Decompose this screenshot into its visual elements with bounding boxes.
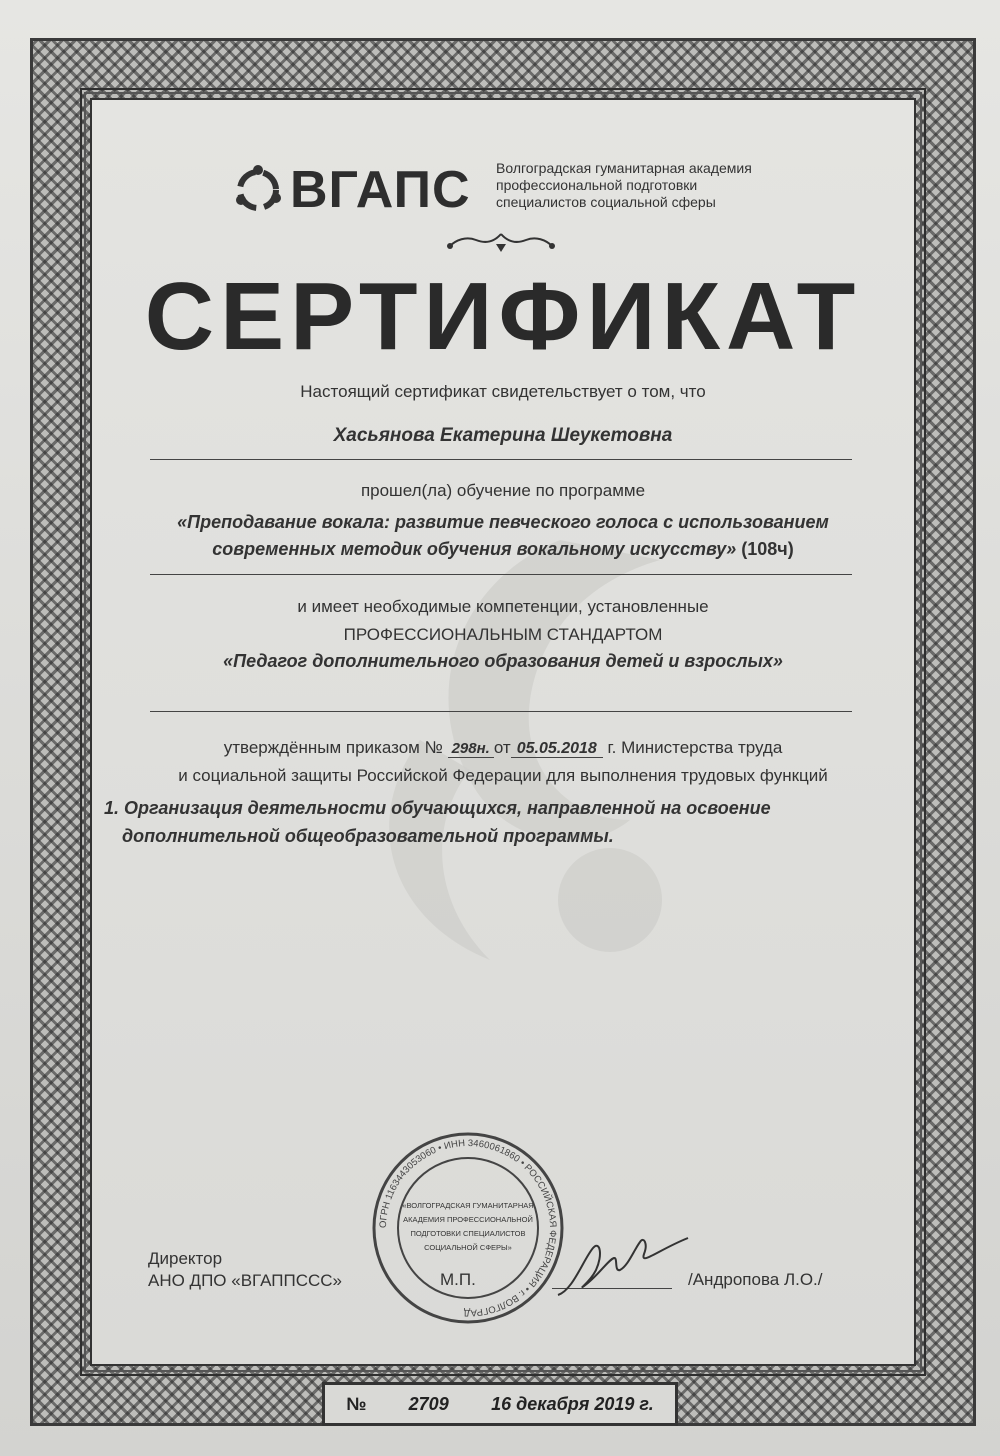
academy-name-line: профессиональной подготовки [496, 177, 698, 193]
certificate-number: 2709 [408, 1393, 449, 1414]
order-suffix: г. Министерства труда [607, 738, 783, 757]
program-hours: (108ч) [741, 539, 794, 559]
name-underline [150, 459, 852, 460]
order-date: 05.05.2018 [511, 740, 603, 758]
labor-function-line: дополнительной общеобразовательной программы. [122, 826, 614, 846]
competence-text: и имеет необходимые компетенции, установленные [297, 597, 709, 616]
number-sign: № [346, 1393, 367, 1414]
program-title-text: современных методик обучения вокальному искусству» [212, 539, 737, 559]
seal-inner-text: АКАДЕМИЯ ПРОФЕССИОНАЛЬНОЙ [403, 1215, 533, 1224]
seal-inner-text: «ВОЛГОГРАДСКАЯ ГУМАНИТАРНАЯ [402, 1201, 534, 1210]
order-prefix: утверждённым приказом № [223, 738, 443, 757]
labor-function-line: 1. Организация деятельности обучающихся, направленной на освоение [104, 798, 771, 818]
certificate-title: СЕРТИФИКАТ [144, 263, 862, 370]
order-line [100, 738, 906, 758]
order-from: от [493, 738, 511, 757]
standard-name: «Педагог дополнительного образования детей и взрослых» [223, 651, 783, 671]
academy-name-line: Волгоградская гуманитарная академия [496, 160, 752, 176]
program-title-line: «Преподавание вокала: развитие певческого голоса с использованием [177, 512, 829, 532]
intro-text: Настоящий сертификат свидетельствует о том, что [300, 382, 706, 401]
standard-label: ПРОФЕССИОНАЛЬНЫМ СТАНДАРТОМ [343, 625, 663, 644]
academy-name [496, 160, 796, 211]
order-number: 298н. [448, 740, 494, 758]
certificate-date: 16 декабря 2019 г. [491, 1393, 654, 1414]
seal-inner-text: ПОДГОТОВКИ СПЕЦИАЛИСТОВ [410, 1229, 526, 1238]
recipient-name: Хасьянова Екатерина Шеукетовна [333, 425, 673, 446]
seal-outer-text: ОГРН 1163443053060 • ИНН 3460061860 • РОССИЙСКАЯ ФЕДЕРАЦИЯ • г. ВОЛГОГРАД [377, 1137, 559, 1319]
academy-logo-icon [232, 164, 284, 216]
academy-logo-text: ВГАПС [290, 161, 471, 219]
certificate-number-box [322, 1382, 678, 1426]
seal-inner-text: СОЦИАЛЬНОЙ СФЕРЫ» [424, 1243, 512, 1252]
program-title-line [100, 539, 906, 560]
organization-seal [368, 1128, 568, 1328]
director-title: Директор [148, 1249, 223, 1268]
divider-ornament [436, 230, 566, 254]
handwritten-signature [548, 1220, 698, 1310]
standard-underline [150, 711, 852, 712]
trained-text: прошел(ла) обучение по программе [360, 481, 646, 500]
ministry-text: и социальной защиты Российской Федерации для выполнения трудовых функций [178, 766, 828, 785]
director-org: АНО ДПО «ВГАППССС» [148, 1271, 342, 1290]
program-underline [150, 574, 852, 575]
stamp-place-mark: М.П. [440, 1270, 476, 1289]
academy-name-line: специалистов социальной сферы [496, 194, 716, 210]
signer-name: /Андропова Л.О./ [688, 1270, 823, 1289]
